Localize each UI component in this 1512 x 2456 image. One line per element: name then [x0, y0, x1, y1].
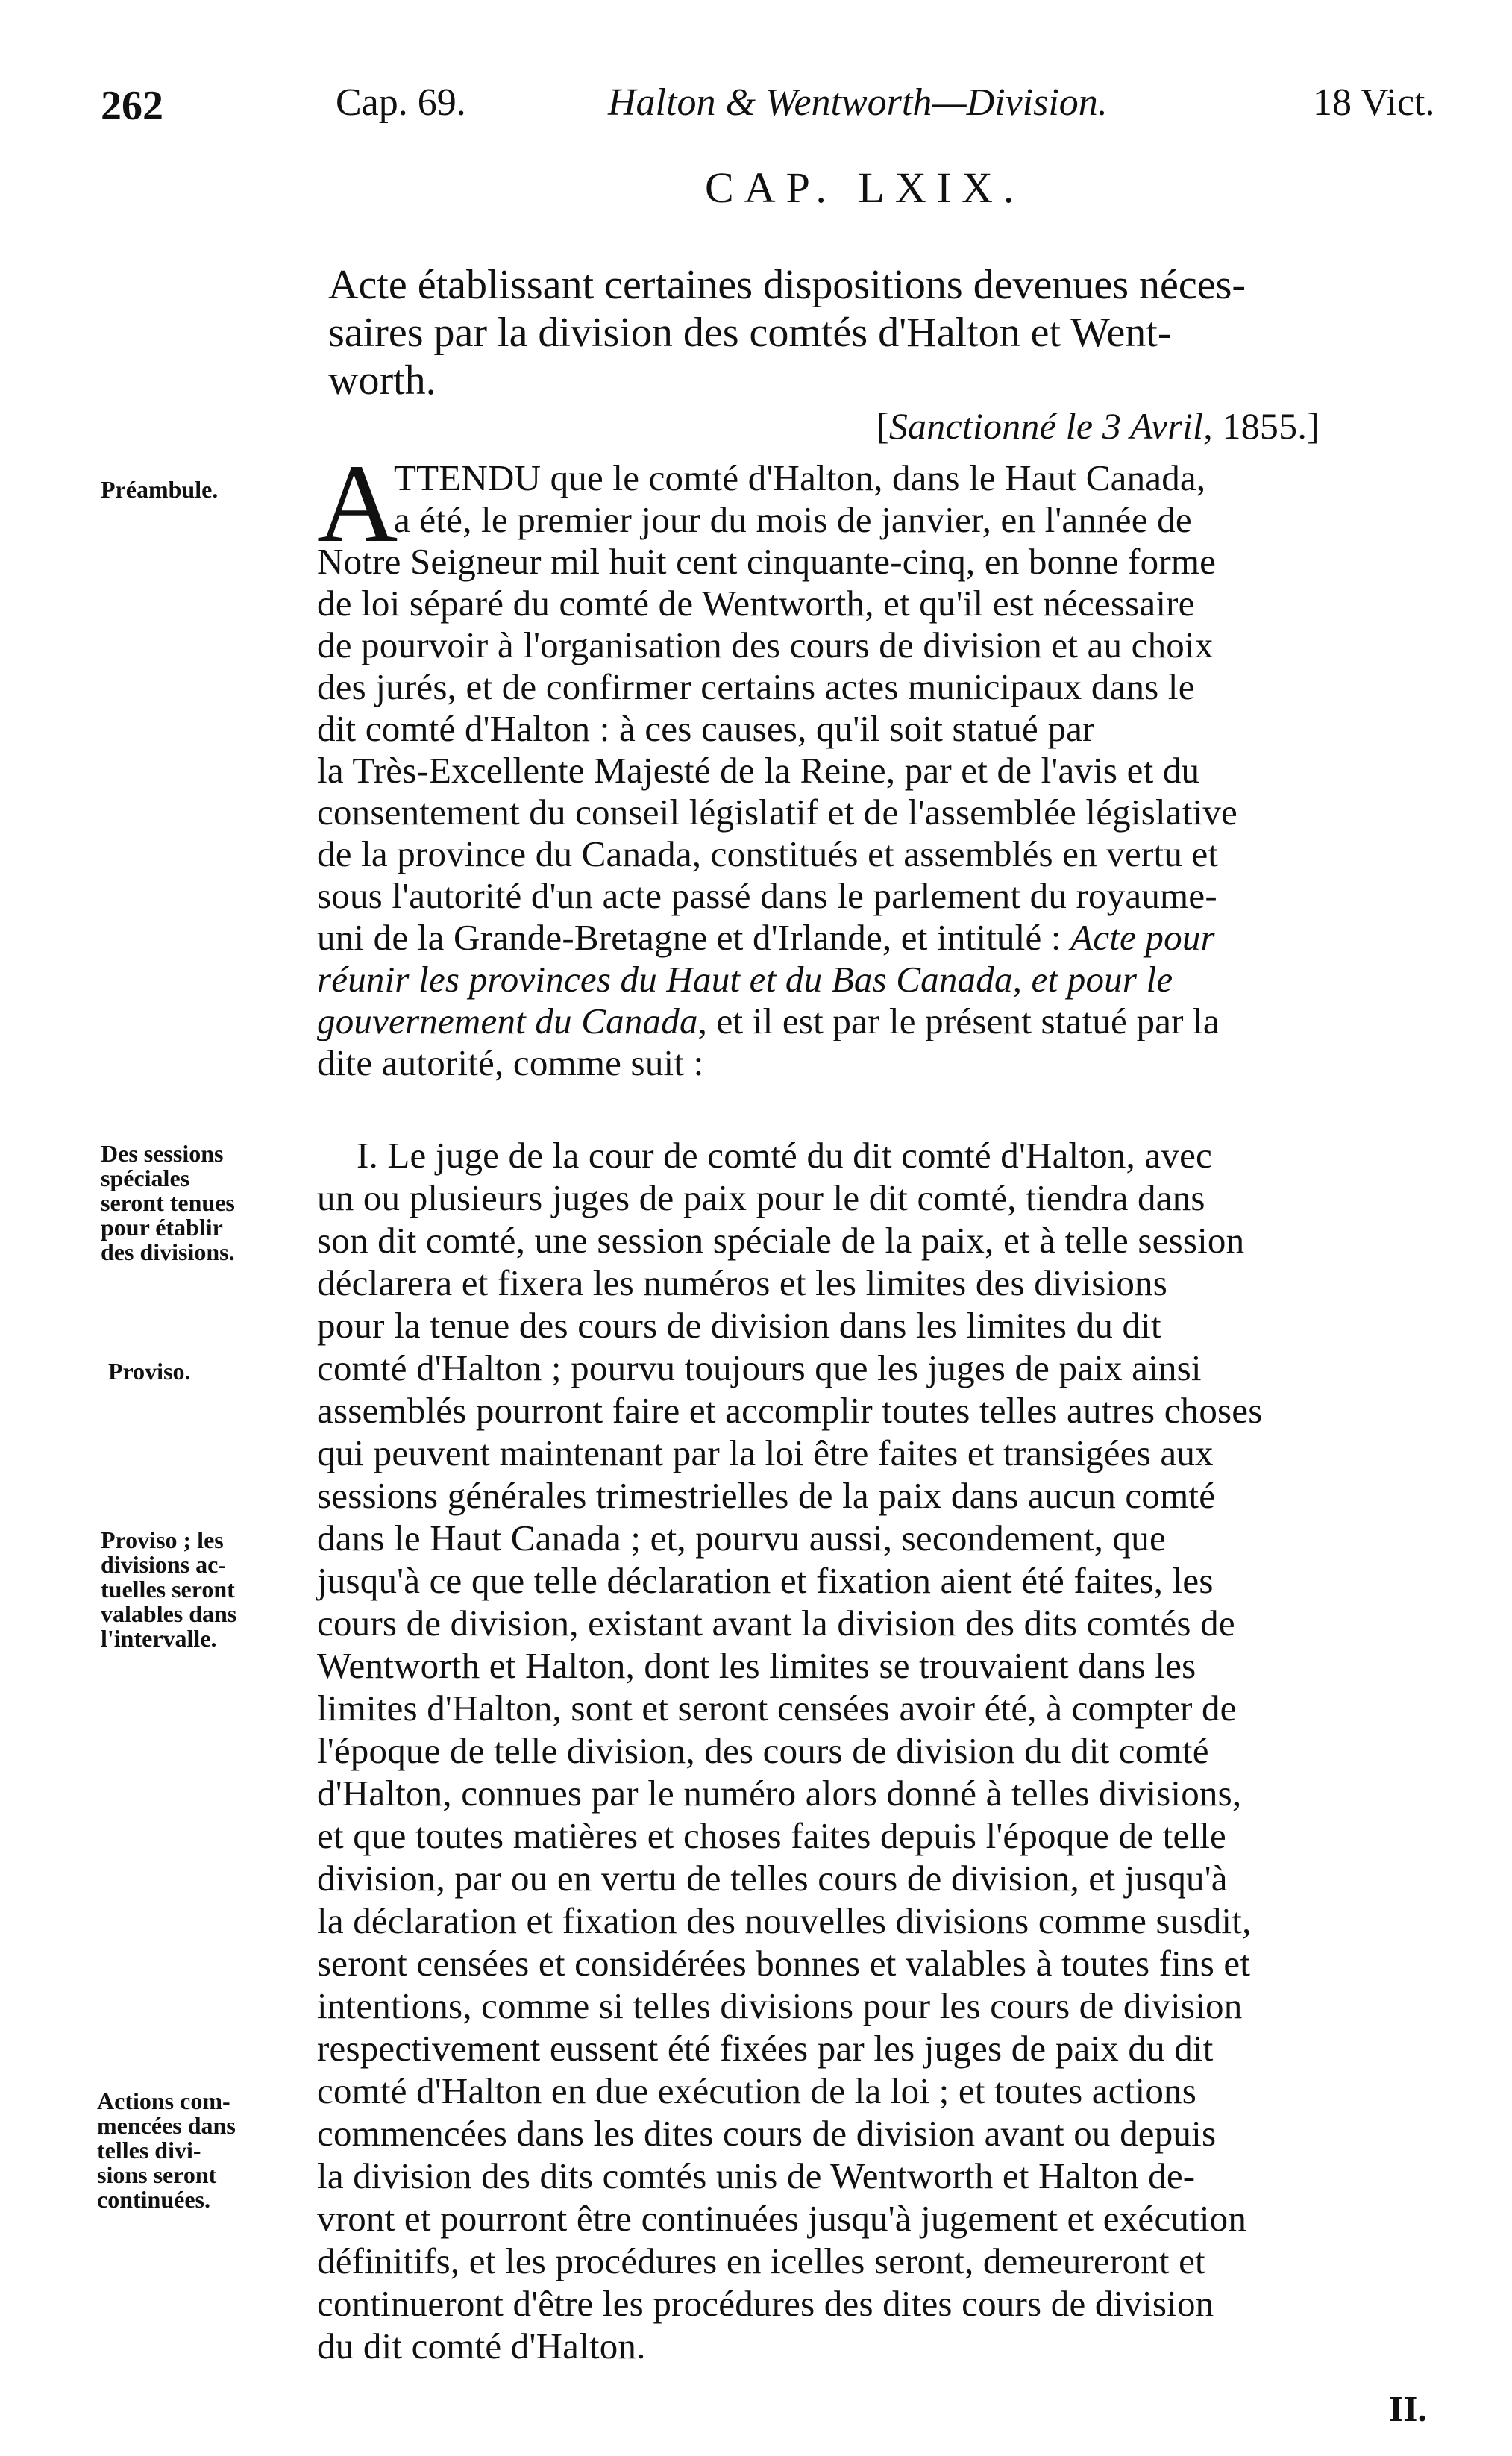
preamble-text: et il est par le présent statué par la: [716, 1000, 1220, 1041]
margin-note-actions: [97, 2089, 236, 2212]
sanction-bracket: [: [876, 405, 889, 447]
preamble-line: sous l'autorité d'un acte passé dans le parlement du royaume-: [317, 875, 1217, 916]
page-number: 262: [101, 83, 163, 129]
section-1-line: cours de division, existant avant la division des dits comtés de: [317, 1603, 1235, 1644]
preamble-line: consentement du conseil législatif et de l'assemblée législative: [317, 792, 1237, 833]
section-1-line: son dit comté, une session spéciale de la paix, et à telle session: [317, 1220, 1245, 1261]
chapter-caption: CAP. LXIX.: [705, 163, 1025, 212]
section-1-line: limites d'Halton, sont et seront censées avoir été, à compter de: [317, 1688, 1237, 1729]
act-citation: réunir les provinces du Haut et du Bas Canada, et pour le: [317, 959, 1173, 1000]
preamble-line: des jurés, et de confirmer certains actes municipaux dans le: [317, 666, 1195, 707]
drop-cap: A: [317, 442, 398, 566]
section-1-line: définitifs, et les procédures en icelles seront, demeureront et: [317, 2240, 1205, 2281]
act-citation: Acte pour: [1070, 917, 1215, 958]
margin-line: pour établir: [101, 1214, 223, 1241]
section-1-line: division, par ou en vertu de telles cours de division, et jusqu'à: [317, 1858, 1228, 1899]
section-1-line: pour la tenue des cours de division dans les limites du dit: [317, 1305, 1161, 1346]
margin-line: mencées dans: [97, 2112, 236, 2139]
margin-line: Proviso ; les: [101, 1526, 224, 1553]
sanction-text: Sanctionné le 3 Avril,: [888, 405, 1213, 447]
preamble-line: de pourvoir à l'organisation des cours de division et au choix: [317, 624, 1214, 665]
margin-line: valables dans: [101, 1600, 237, 1627]
preamble-line: [317, 916, 1215, 959]
section-1-line: continueront d'être les procédures des dites cours de division: [317, 2283, 1214, 2324]
section-1-line: du dit comté d'Halton.: [317, 2325, 646, 2366]
margin-note-special-sessions: [101, 1141, 235, 1265]
preamble-line: TTENDU que le comté d'Halton, dans le Haut Canada,: [394, 457, 1206, 498]
margin-line: Des sessions: [101, 1140, 224, 1167]
section-1-line: la division des dits comtés unis de Wentworth et Halton de-: [317, 2155, 1196, 2196]
margin-note-proviso: Proviso.: [108, 1358, 191, 1385]
sanction-year: 1855.]: [1222, 405, 1320, 447]
section-1-line: Wentworth et Halton, dont les limites se trouvaient dans les: [317, 1645, 1196, 1686]
section-1-line: seront censées et considérées bonnes et valables à toutes fins et: [317, 1943, 1251, 1984]
margin-line: des divisions.: [101, 1238, 235, 1265]
section-1-line: sessions générales trimestrielles de la paix dans aucun comté: [317, 1475, 1216, 1516]
preamble-line: dite autorité, comme suit :: [317, 1042, 704, 1083]
section-1-line: déclarera et fixera les numéros et les limites des divisions: [317, 1262, 1168, 1303]
section-1-line: comté d'Halton ; pourvu toujours que les juges de paix ainsi: [317, 1347, 1202, 1388]
section-1-line: comté d'Halton en due exécution de la loi ; et toutes actions: [317, 2070, 1196, 2111]
preamble-line: dit comté d'Halton : à ces causes, qu'il soit statué par: [317, 708, 1095, 749]
margin-line: continuées.: [97, 2186, 210, 2213]
act-title-line: worth.: [328, 357, 436, 404]
section-1-line: respectivement eussent été fixées par les juges de paix du dit: [317, 2028, 1214, 2069]
section-1-line: d'Halton, connues par le numéro alors donné à telles divisions,: [317, 1773, 1242, 1814]
section-1-line: jusqu'à ce que telle déclaration et fixation aient été faites, les: [317, 1560, 1214, 1601]
section-1-line: dans le Haut Canada ; et, pourvu aussi, secondement, que: [317, 1517, 1166, 1559]
act-title-line: saires par la division des comtés d'Halton et Went-: [328, 310, 1172, 356]
margin-line: divisions ac-: [101, 1551, 227, 1578]
section-1-line: vront et pourront être continuées jusqu'à jugement et exécution: [317, 2198, 1247, 2239]
margin-line: Actions com-: [97, 2087, 230, 2114]
preamble-line: [317, 1000, 1220, 1042]
regnal-year: 18 Vict.: [1313, 81, 1435, 124]
catchword: II.: [1389, 2388, 1427, 2429]
act-title-line: Acte établissant certaines dispositions devenues néces-: [328, 262, 1246, 308]
section-1-line: la déclaration et fixation des nouvelles divisions comme susdit,: [317, 1900, 1252, 1941]
margin-line: sions seront: [97, 2161, 217, 2188]
act-citation: gouvernement du Canada,: [317, 1000, 708, 1041]
margin-note-preamble: Préambule.: [101, 476, 219, 503]
margin-line: seront tenues: [101, 1189, 235, 1216]
margin-line: spéciales: [101, 1165, 190, 1191]
section-1-line: et que toutes matières et choses faites depuis l'époque de telle: [317, 1815, 1226, 1856]
margin-line: l'intervalle.: [101, 1625, 217, 1652]
running-title: Halton & Wentworth—Division.: [608, 81, 1108, 124]
section-1-line: intentions, comme si telles divisions pour les cours de division: [317, 1985, 1243, 2026]
preamble-line: la Très-Excellente Majesté de la Reine, par et de l'avis et du: [317, 750, 1200, 791]
section-1-line: qui peuvent maintenant par la loi être faites et transigées aux: [317, 1432, 1214, 1473]
chapter-number: Cap. 69.: [336, 81, 466, 124]
preamble-line: de loi séparé du comté de Wentworth, et qu'il est nécessaire: [317, 583, 1195, 624]
section-1-line: I. Le juge de la cour de comté du dit comté d'Halton, avec: [357, 1135, 1212, 1176]
preamble-text: uni de la Grande-Bretagne et d'Irlande, et intitulé :: [317, 917, 1061, 958]
preamble-line: Notre Seigneur mil huit cent cinquante-cinq, en bonne forme: [317, 541, 1217, 582]
section-1-line: l'époque de telle division, des cours de division du dit comté: [317, 1730, 1209, 1771]
section-1-line: assemblés pourront faire et accomplir toutes telles autres choses: [317, 1390, 1263, 1431]
margin-note-proviso-existing: [101, 1528, 236, 1651]
margin-line: tuelles seront: [101, 1576, 235, 1603]
preamble-line: de la province du Canada, constitués et assemblés en vertu et: [317, 833, 1219, 874]
preamble-line: a été, le premier jour du mois de janvier, en l'année de: [394, 499, 1192, 540]
section-1-line: commencées dans les dites cours de division avant ou depuis: [317, 2113, 1217, 2154]
section-1-line: un ou plusieurs juges de paix pour le dit comté, tiendra dans: [317, 1177, 1205, 1218]
sanction-date: [876, 404, 1320, 448]
margin-line: telles divi-: [97, 2137, 201, 2164]
